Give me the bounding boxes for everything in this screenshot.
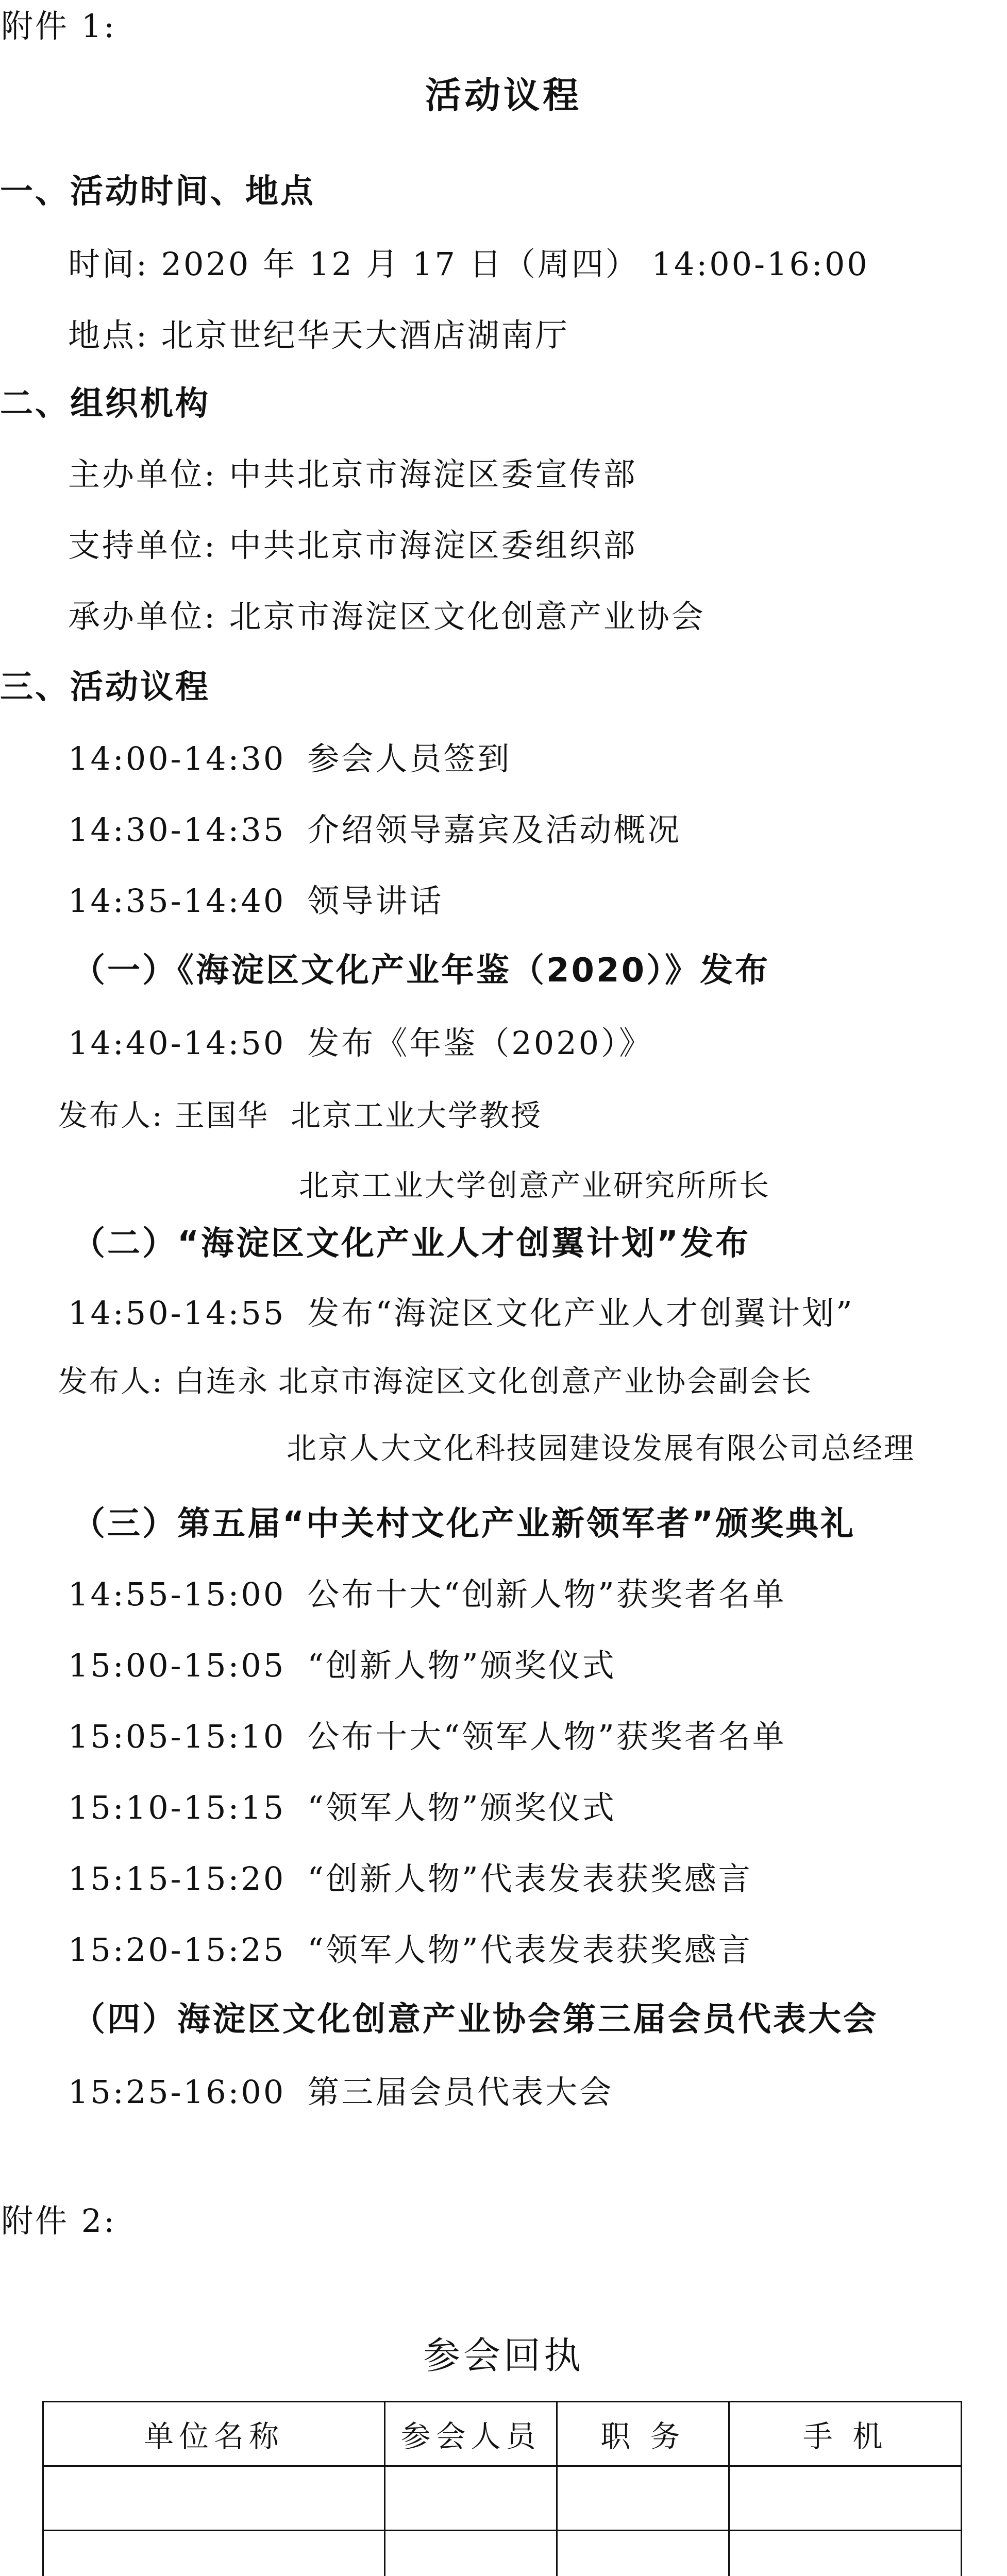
agenda-time: 15:00-15:05 bbox=[68, 1647, 286, 1684]
agenda-time: 14:55-15:00 bbox=[68, 1575, 286, 1613]
presenter-2 bbox=[58, 1364, 813, 1399]
table-cell[interactable] bbox=[43, 2531, 385, 2576]
section-2-heading: 二、组织机构 bbox=[0, 385, 210, 423]
table-header-row bbox=[43, 2402, 962, 2466]
agenda-text: 公布十大“创新人物”获奖者名单 bbox=[307, 1575, 786, 1613]
agenda-text: 发布《年鉴（2020）》 bbox=[307, 1024, 653, 1062]
section-1-heading: 一、活动时间、地点 bbox=[0, 173, 315, 211]
host-unit: 主办单位: 中共北京市海淀区委宣传部 bbox=[68, 455, 637, 493]
presenter-label: 发布人: bbox=[58, 1364, 164, 1399]
table-cell[interactable] bbox=[729, 2531, 962, 2576]
agenda-text: 介绍领导嘉宾及活动概况 bbox=[307, 811, 682, 849]
agenda-text: “领军人物”颁奖仪式 bbox=[307, 1789, 616, 1826]
table-cell[interactable] bbox=[385, 2466, 557, 2531]
agenda-text: 公布十大“领军人物”获奖者名单 bbox=[307, 1718, 786, 1755]
column-mobile: 手 机 bbox=[729, 2402, 962, 2466]
part-3-heading: （三）第五届“中关村文化产业新领军者”颁奖典礼 bbox=[72, 1505, 856, 1543]
table-cell[interactable] bbox=[43, 2466, 385, 2531]
agenda-time: 14:40-14:50 bbox=[68, 1024, 286, 1062]
agenda-text: 第三届会员代表大会 bbox=[307, 2073, 614, 2111]
agenda-item bbox=[68, 1294, 854, 1332]
part-4-heading: （四）海淀区文化创意产业协会第三届会员代表大会 bbox=[72, 2001, 878, 2039]
event-time: 时间: 2020 年 12 月 17 日（周四） 14:00-16:00 bbox=[68, 245, 869, 283]
table-cell[interactable] bbox=[557, 2531, 729, 2576]
agenda-item bbox=[68, 882, 444, 920]
agenda-time: 15:05-15:10 bbox=[68, 1718, 286, 1755]
agenda-text: 领导讲话 bbox=[307, 882, 444, 920]
agenda-item bbox=[68, 1789, 616, 1826]
presenter-title: 北京工业大学教授 bbox=[291, 1098, 543, 1133]
part-1-heading: （一）《海淀区文化产业年鉴（2020）》发布 bbox=[72, 952, 770, 990]
table-cell[interactable] bbox=[729, 2466, 962, 2531]
table-cell[interactable] bbox=[385, 2531, 557, 2576]
presenter-1 bbox=[58, 1098, 543, 1133]
attachment-1-label: 附件 1: bbox=[1, 7, 117, 45]
agenda-item bbox=[68, 740, 512, 777]
agenda-time: 15:10-15:15 bbox=[68, 1789, 286, 1826]
table-cell[interactable] bbox=[557, 2466, 729, 2531]
receipt-title: 参会回执 bbox=[423, 2334, 584, 2377]
agenda-text: “创新人物”颁奖仪式 bbox=[307, 1647, 616, 1684]
presenter-name: 王国华 bbox=[174, 1098, 269, 1133]
agenda-time: 14:50-14:55 bbox=[68, 1294, 286, 1332]
agenda-item bbox=[68, 2073, 614, 2111]
agenda-time: 14:30-14:35 bbox=[68, 811, 286, 849]
presenter-label: 发布人: bbox=[58, 1098, 164, 1133]
support-unit: 支持单位: 中共北京市海淀区委组织部 bbox=[68, 527, 637, 564]
part-2-heading: （二）“海淀区文化产业人才创翼计划”发布 bbox=[72, 1225, 751, 1263]
agenda-item bbox=[68, 1931, 752, 1969]
presenter-title: 北京市海淀区文化创意产业协会副会长 bbox=[278, 1364, 813, 1399]
organizer-unit: 承办单位: 北京市海淀区文化创意产业协会 bbox=[68, 598, 706, 635]
agenda-text: 参会人员签到 bbox=[307, 740, 512, 777]
agenda-item bbox=[68, 1718, 786, 1755]
section-3-heading: 三、活动议程 bbox=[0, 668, 210, 706]
attachment-2-label: 附件 2: bbox=[1, 2202, 117, 2240]
agenda-time: 14:35-14:40 bbox=[68, 882, 286, 920]
agenda-item bbox=[68, 1647, 616, 1684]
column-position: 职 务 bbox=[557, 2402, 729, 2466]
column-unit-name: 单位名称 bbox=[43, 2402, 385, 2466]
presenter-name: 白连永 bbox=[174, 1364, 269, 1399]
agenda-text: “领军人物”代表发表获奖感言 bbox=[307, 1931, 752, 1969]
agenda-item bbox=[68, 811, 682, 849]
presenter-1-title-2: 北京工业大学创意产业研究所所长 bbox=[299, 1168, 771, 1203]
agenda-title: 活动议程 bbox=[425, 74, 582, 116]
agenda-time: 14:00-14:30 bbox=[68, 740, 286, 777]
agenda-item bbox=[68, 1860, 752, 1897]
agenda-time: 15:20-15:25 bbox=[68, 1931, 286, 1969]
receipt-table bbox=[42, 2401, 962, 2576]
table-row bbox=[43, 2531, 962, 2576]
agenda-time: 15:15-15:20 bbox=[68, 1860, 286, 1897]
agenda-item bbox=[68, 1575, 786, 1613]
agenda-text: “创新人物”代表发表获奖感言 bbox=[307, 1860, 752, 1897]
agenda-text: 发布“海淀区文化产业人才创翼计划” bbox=[307, 1294, 854, 1332]
agenda-item bbox=[68, 1024, 653, 1062]
agenda-time: 15:25-16:00 bbox=[68, 2073, 286, 2111]
event-place: 地点: 北京世纪华天大酒店湖南厅 bbox=[68, 316, 569, 354]
presenter-2-title-2: 北京人大文化科技园建设发展有限公司总经理 bbox=[287, 1431, 916, 1466]
table-row bbox=[43, 2466, 962, 2531]
column-attendees: 参会人员 bbox=[385, 2402, 557, 2466]
